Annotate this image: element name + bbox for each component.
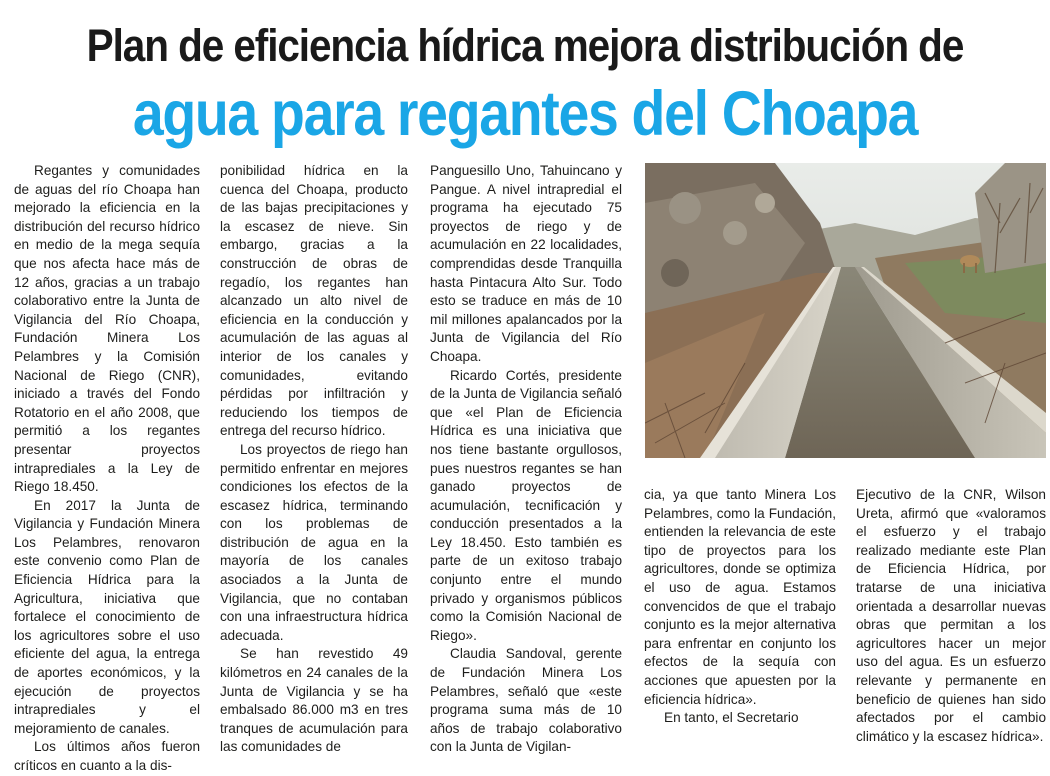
headline-line-2: agua para regantes del Choapa	[132, 79, 918, 149]
paragraph: ponibilidad hídrica en la cuenca del Choapa, producto de las bajas precipitaciones y la escasez de nieve. Sin embargo, gracias a la construcción de obras de regadío, los regantes han alcanzado un alto nivel de eficiencia en la conducción y acumulación de las aguas al interior de los canales y comunidades, evitando pérdidas por infiltración y reduciendo los tiempos de entrega del recurso hídrico.	[220, 163, 408, 439]
paragraph: Ejecutivo de la CNR, Wilson Ureta, afirmó que «valoramos el esfuerzo y el trabajo realizado mediante este Plan de Eficiencia Hídrica, por tratarse de una iniciativa orientada a desarrollar nuevas obras que permitan a los agricultores hacer un mejor uso del agua. Es un esfuerzo relevante y permanente en beneficio de quienes han sido afectados por el cambio climático y la escasez hídrica».	[856, 487, 1046, 744]
headline-line-1: Plan de eficiencia hídrica mejora distribución de	[86, 20, 964, 71]
paragraph: Ricardo Cortés, presidente de la Junta de Vigilancia señaló que «el Plan de Eficiencia Hídrica es una iniciativa que nos tiene bastante orgullosos, pues nuestros regantes se han ganado proyectos de acumulación, tecnificación y conducción presentados a la Ley 18.450. Esto también es parte de un exitoso trabajo conjunto entre el mundo privado y organismos públicos como la Comisión Nacional de Riego».	[430, 367, 622, 643]
paragraph: cia, ya que tanto Minera Los Pelambres, como la Fundación, entienden la relevancia de este tipo de proyectos para los agricultores, donde se optimiza el uso de agua. Estamos convencidos de que el trabajo conjunto es la mejor alternativa para enfrentar en conjunto los efectos de la sequía con acciones que apuesten por la eficiencia hídrica».	[644, 487, 836, 707]
article-column-2	[220, 162, 408, 757]
paragraph: Los últimos años fueron críticos en cuanto a la dis-	[14, 739, 200, 773]
paragraph: Los proyectos de riego han permitido enfrentar en mejores condiciones los efectos de la escasez hídrica, terminando con los problemas de distribución de agua en la mayoría de los canales asociados a la Junta de Vigilancia, que no contaban con una infraestructura hídrica adecuada.	[220, 441, 408, 643]
paragraph: Claudia Sandoval, gerente de Fundación Minera Los Pelambres, señaló que «este programa suma más de 10 años de trabajo colaborativo con la Junta de Vigilan-	[430, 646, 622, 755]
article-column-1	[14, 162, 200, 776]
article-column-5	[856, 486, 1046, 746]
paragraph: En tanto, el Secretario	[664, 710, 799, 726]
canal-photo-illustration	[645, 163, 1046, 458]
paragraph: Panguesillo Uno, Tahuincano y Pangue. A nivel intrapredial el programa ha ejecutado 75 proyectos de riego y de acumulación en 22 localidades, comprendidas desde Tranquilla hasta Pintacura Alto Sur. Todo esto se traduce en más de 10 mil millones apalancados por la Junta de Vigilancia del Río Choapa.	[430, 163, 622, 364]
paragraph: En 2017 la Junta de Vigilancia y Fundación Minera Los Pelambres, renovaron este convenio como Plan de Eficiencia Hídrica para la Agricultura, iniciativa que fortalece el conocimiento de los agricultores sobre el uso eficiente del agua, la entrega de aportes económicos, y la ejecución de proyectos intraprediales y el mejoramiento de canales.	[14, 497, 200, 736]
paragraph: Regantes y comunidades de aguas del río Choapa han mejorado la eficiencia en la distribución del recurso hídrico en medio de la mega sequía que nos afecta hace más de 12 años, gracias a un trabajo colaborativo entre la Junta de Vigilancia del Río Choapa, Fundación Minera Los Pelambres y la Comisión Nacional de Riego (CNR), iniciado a través del Fondo Rotatorio en el año 2008, que permitió a los regantes presentar proyectos intraprediales a la Ley de Riego 18.450.	[14, 163, 200, 495]
article-column-3	[430, 162, 622, 757]
canal-photo	[645, 163, 1046, 458]
paragraph: Se han revestido 49 kilómetros en 24 canales de la Junta de Vigilancia y se ha embalsado 86.000 m3 en tres tranques de acumulación para las comunidades de	[220, 646, 408, 755]
article-column-4	[644, 486, 836, 728]
